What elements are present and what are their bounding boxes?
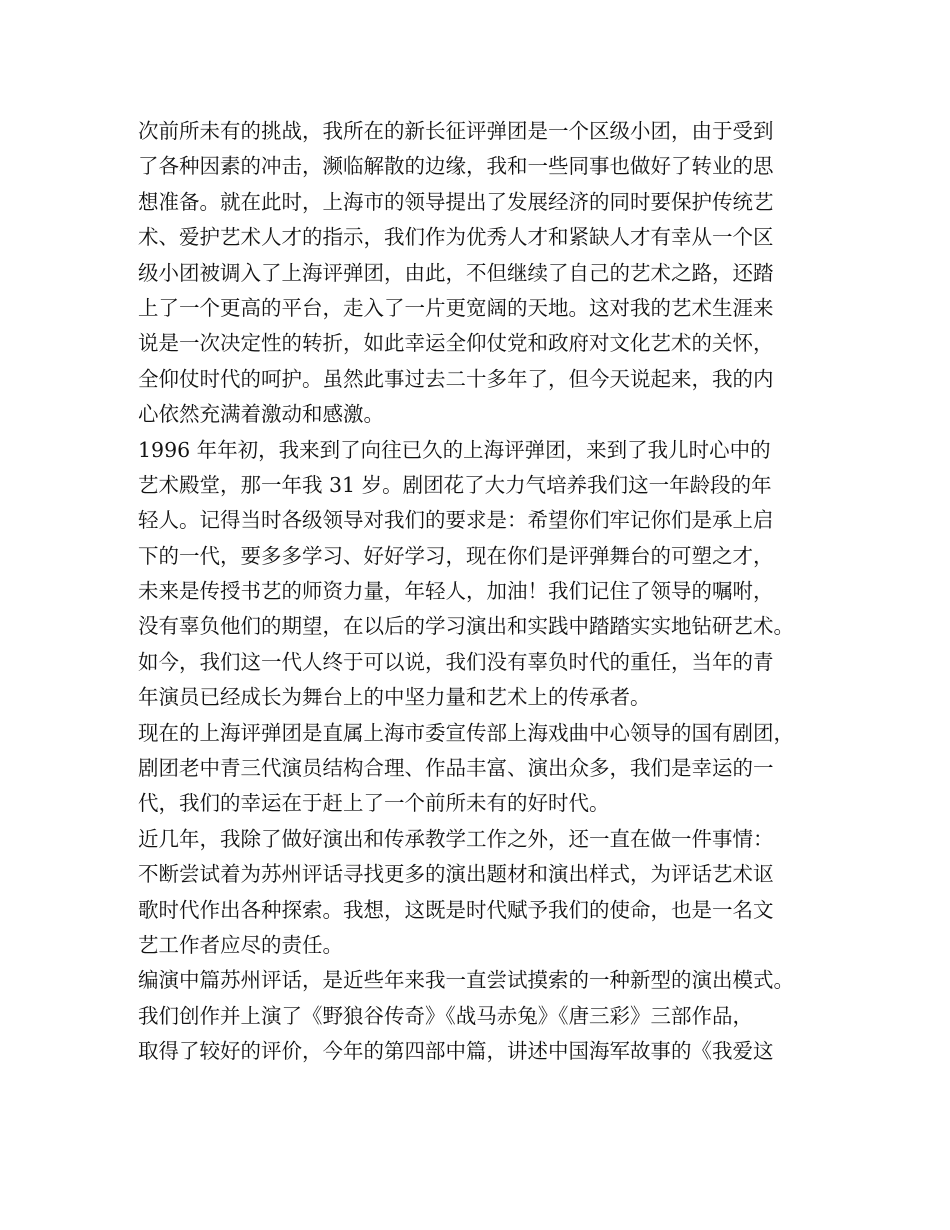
text-line: 剧团老中青三代演员结构合理、作品丰富、演出众多，我们是幸运的一 [138,756,774,781]
text-line: 级小团被调入了上海评弹团，由此，不但继续了自己的艺术之路，还踏 [138,260,774,285]
text-line: 艺术殿堂，那一年我 31 岁。剧团花了大力气培养我们这一年龄段的年 [138,472,772,497]
text-line: 近几年，我除了做好演出和传承教学工作之外，还一直在做一件事情： [138,826,774,851]
text-line: 没有辜负他们的期望，在以后的学习演出和实践中踏踏实实地钻研艺术。 [138,614,794,639]
text-line: 年演员已经成长为舞台上的中坚力量和艺术上的传承者。 [138,685,651,710]
text-line: 下的一代，要多多学习、好好学习，现在你们是评弹舞台的可塑之才， [138,543,774,568]
text-line: 编演中篇苏州评话，是近些年来我一直尝试摸索的一种新型的演出模式。 [138,968,794,993]
text-line: 不断尝试着为苏州评话寻找更多的演出题材和演出样式，为评话艺术讴 [138,862,774,887]
text-line: 现在的上海评弹团是直属上海市委宣传部上海戏曲中心领导的国有剧团， [138,720,794,745]
text-line: 我们创作并上演了《野狼谷传奇》《战马赤兔》《唐三彩》三部作品， [138,1003,753,1028]
text-line: 取得了较好的评价，今年的第四部中篇，讲述中国海军故事的《我爱这 [138,1039,774,1064]
text-line: 心依然充满着激动和感激。 [138,402,384,427]
text-line: 了各种因素的冲击，濒临解散的边缘，我和一些同事也做好了转业的思 [138,154,774,179]
text-line: 代，我们的幸运在于赶上了一个前所未有的好时代。 [138,791,610,816]
text-line: 说是一次决定性的转折，如此幸运全仰仗党和政府对文化艺术的关怀， [138,331,774,356]
text-line: 全仰仗时代的呵护。虽然此事过去二十多年了，但今天说起来，我的内 [138,366,774,391]
text-line: 轻人。记得当时各级领导对我们的要求是：希望你们牢记你们是承上启 [138,508,774,533]
text-line: 次前所未有的挑战，我所在的新长征评弹团是一个区级小团，由于受到 [138,119,774,143]
text-line: 1996 年年初，我来到了向往已久的上海评弹团，来到了我儿时心中的 [138,437,771,462]
text-line: 歌时代作出各种探索。我想，这既是时代赋予我们的使命，也是一名文 [138,897,774,922]
text-line: 术、爱护艺术人才的指示，我们作为优秀人才和紧缺人才有幸从一个区 [138,225,774,250]
text-line: 如今，我们这一代人终于可以说，我们没有辜负时代的重任，当年的青 [138,649,774,674]
text-line: 想准备。就在此时，上海市的领导提出了发展经济的同时要保护传统艺 [138,189,774,214]
text-line: 艺工作者应尽的责任。 [138,932,343,957]
body-text [138,114,828,1070]
text-line: 未来是传授书艺的师资力量，年轻人，加油！我们记住了领导的嘱咐， [138,579,774,604]
text-line: 上了一个更高的平台，走入了一片更宽阔的天地。这对我的艺术生涯来 [138,295,774,320]
